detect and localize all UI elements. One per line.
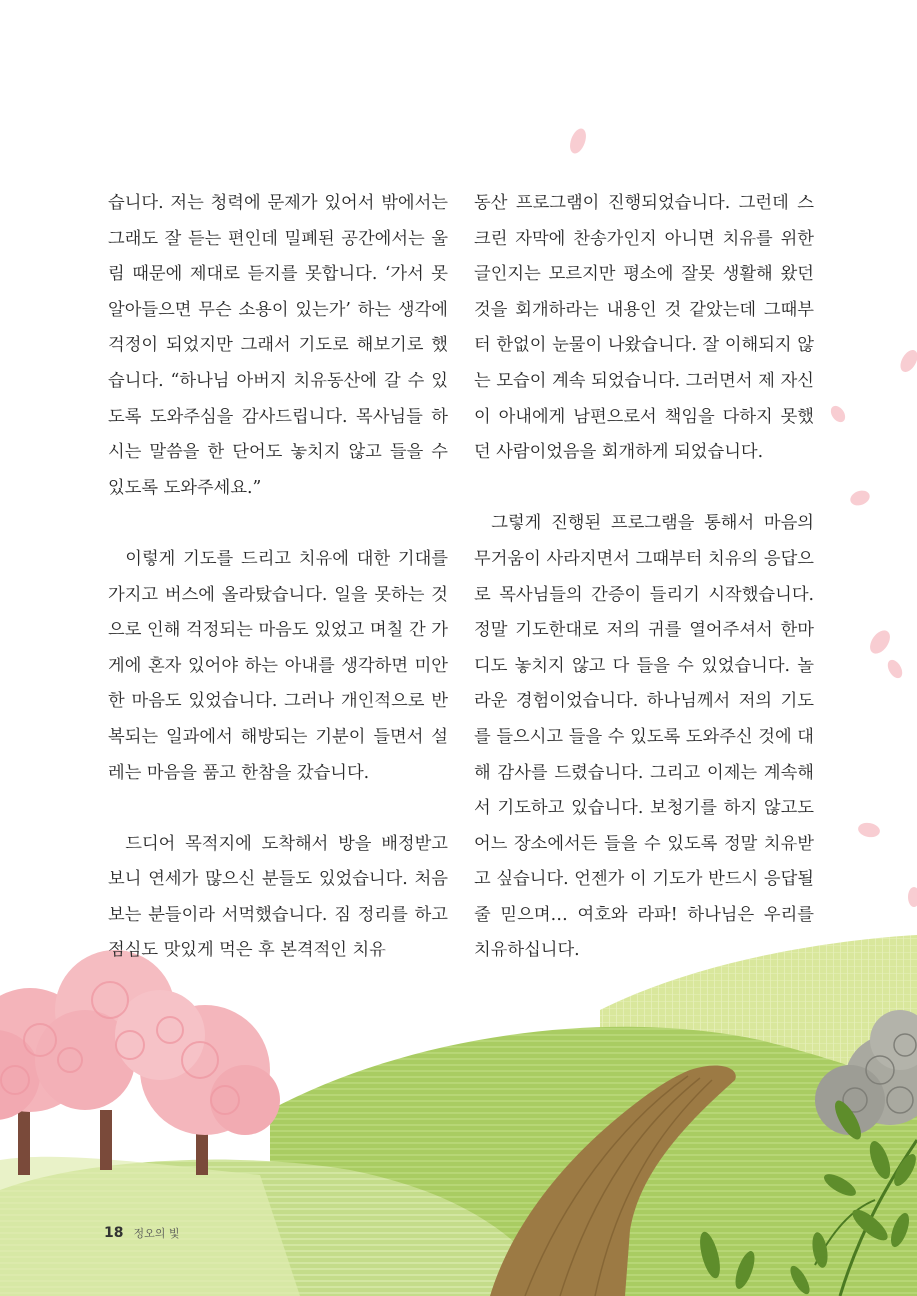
paragraph: 동산 프로그램이 진행되었습니다. 그런데 스크린 자막에 찬송가인지 아니면 치유를 위한 글인지는 모르지만 평소에 잘못 생활해 왔던 것을 회개하라는 내용인 것 같았는데 그때부터 한없이 눈물이 나왔습니다. 잘 이해되지 않는 모습이 계속 되었습니다. 그러면서 제 자신이 아내에게 남편으로서 책임을 다하지 못했던 사람이었음을 회개하게 되었습니다. [474,193,814,463]
page-number: 18 [104,1225,124,1241]
paragraph: 이렇게 기도를 드리고 치유에 대한 기대를 가지고 버스에 올라탔습니다. 일을 못하는 것으로 인해 걱정되는 마음도 있었고 며칠 간 가게에 혼자 있어야 하는 아내를 생각하면 미안한 마음도 있었습니다. 그러나 개인적으로 반복되는 일과에서 해방되는 기분이 들면서 설레는 마음을 품고 한참을 갔습니다. [108,548,448,783]
magazine-name: 정오의 빛 [133,1227,180,1240]
cherry-blossom-tree-icon [0,950,280,1175]
paragraph: 습니다. 저는 청력에 문제가 있어서 밖에서는 그래도 잘 듣는 편인데 밀폐된 공간에서는 울림 때문에 제대로 듣지를 못합니다. ‘가서 못 알아들으면 무슨 소용이 있는가’ 하는 생각에 걱정이 되었지만 그래서 기도로 해보기로 했습니다. “하나님 아버지 치유동산에 갈 수 있도록 도와주심을 감사드립니다. 목사님들 하시는 말씀을 한 단어도 놓치지 않고 들을 수 있도록 도와주세요.” [108,193,448,498]
article-right-column [474,186,814,969]
article-left-column [108,186,448,969]
page-footer [104,1225,180,1241]
paragraph: 그렇게 진행된 프로그램을 통해서 마음의 무거움이 사라지면서 그때부터 치유의 응답으로 목사님들의 간증이 들리기 시작했습니다. 정말 기도한대로 저의 귀를 열어주셔서 한마디도 놓치지 않고 다 들을 수 있었습니다. 놀라운 경험이었습니다. 하나님께서 저의 기도를 들으시고 들을 수 있도록 도와주신 것에 대해 감사를 드렸습니다. 그리고 이제는 계속해서 기도하고 있습니다. 보청기를 하지 않고도 어느 장소에서든 들을 수 있도록 정말 치유받고 싶습니다. 언젠가 이 기도가 반드시 응답될 줄 믿으며… 여호와 라파! 하나님은 우리를 치유하십니다. [474,513,814,961]
paragraph: 드디어 목적지에 도착해서 방을 배정받고 보니 연세가 많으신 분들도 있었습니다. 처음 보는 분들이라 서먹했습니다. 짐 정리를 하고 점심도 맛있게 먹은 후 본격적인 치유 [108,833,448,961]
